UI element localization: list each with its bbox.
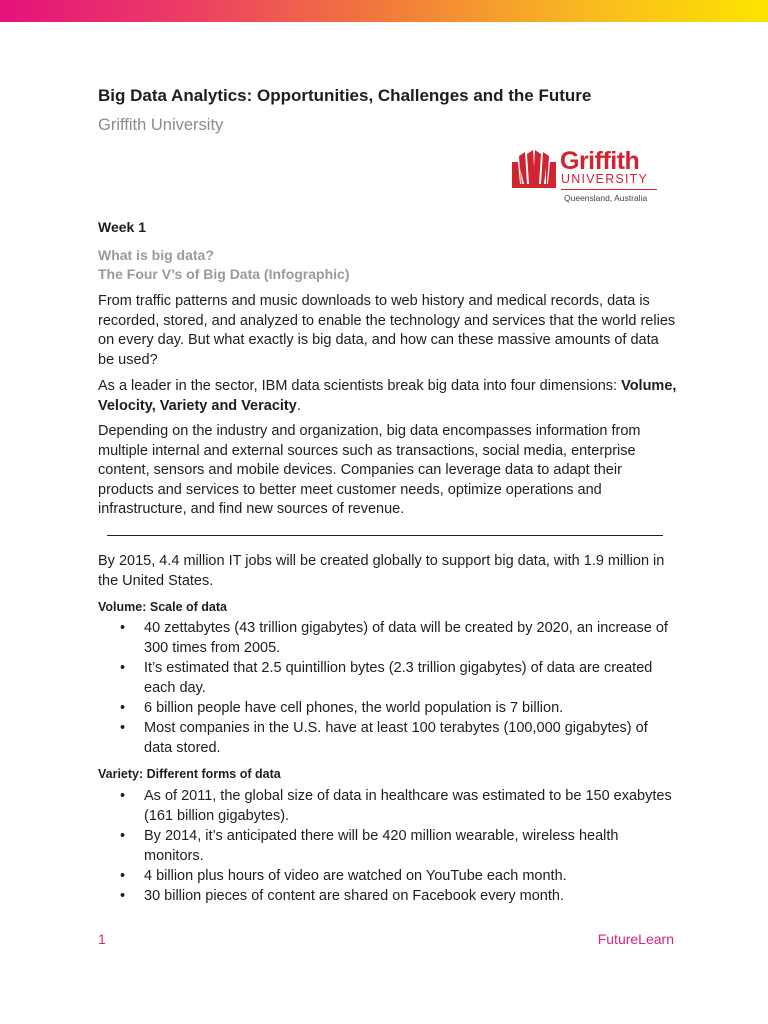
- list-item: • 40 zettabytes (43 trillion gigabytes) of data will be created by 2020, an increase of 300 times from 2005.: [98, 618, 678, 658]
- list-item: • It’s estimated that 2.5 quintillion bytes (2.3 trillion gigabytes) of data are created each day.: [98, 658, 678, 698]
- list-item: • 4 billion plus hours of video are watched on YouTube each month.: [98, 866, 678, 886]
- depending-paragraph: Depending on the industry and organization, big data encompasses information from multiple internal and external sources such as transactions, social media, enterprise content, sensors and mobile devices. Companies can leverage data to adapt their products and services to better meet customer needs, optimize operations and infrastructure, and find new sources of revenue.: [98, 423, 641, 517]
- griffith-flame-icon: [510, 150, 558, 190]
- intro-paragraph: From traffic patterns and music downloads to web history and medical records, data is recorded, stored, and analyzed to enable the technology and services that the world relies on every day. But what exactly is big data, and how can these massive amounts of data be used?: [98, 293, 676, 368]
- list-item: • Most companies in the U.S. have at least 100 terabytes (100,000 gigabytes) of data stored.: [98, 718, 678, 758]
- variety-list: [98, 786, 678, 906]
- four-vs-heading: The Four V’s of Big Data (Infographic): [98, 266, 350, 282]
- list-item: • As of 2011, the global size of data in healthcare was estimated to be 150 exabytes (161 billion gigabytes).: [98, 786, 678, 826]
- variety-label: Variety: Different forms of data: [98, 767, 281, 781]
- griffith-logo: [510, 147, 662, 206]
- four-dimensions-text: Volume, Velocity, Variety and Veracity: [98, 378, 677, 414]
- futurelearn-brand: FutureLearn: [597, 931, 674, 947]
- document-title: Big Data Analytics: Opportunities, Challenges and the Future: [98, 86, 592, 105]
- document-subtitle: Griffith University: [98, 116, 224, 134]
- page-number: 1: [98, 931, 106, 947]
- leader-paragraph: [98, 377, 678, 416]
- list-item: • 30 billion pieces of content are shared on Facebook every month.: [98, 886, 678, 906]
- what-is-heading: What is big data?: [98, 247, 214, 263]
- jobs-paragraph: By 2015, 4.4 million IT jobs will be created globally to support big data, with 1.9 million in the United States.: [98, 553, 665, 589]
- volume-list: [98, 618, 678, 758]
- logo-rule: [561, 189, 657, 190]
- volume-label: Volume: Scale of data: [98, 600, 227, 614]
- logo-brand-text: Griffith: [560, 147, 640, 175]
- top-gradient-bar: [0, 0, 768, 22]
- logo-location-text: Queensland, Australia: [564, 193, 648, 203]
- leader-suffix: .: [296, 397, 301, 414]
- leader-text: As a leader in the sector, IBM data scientists break big data into four dimensions:: [98, 378, 618, 394]
- list-item: • 6 billion people have cell phones, the world population is 7 billion.: [98, 698, 678, 718]
- logo-university-text: UNIVERSITY: [561, 172, 649, 186]
- section-divider: [107, 535, 663, 536]
- list-item: • By 2014, it’s anticipated there will be 420 million wearable, wireless health monitors.: [98, 826, 678, 866]
- week-heading: Week 1: [98, 219, 146, 235]
